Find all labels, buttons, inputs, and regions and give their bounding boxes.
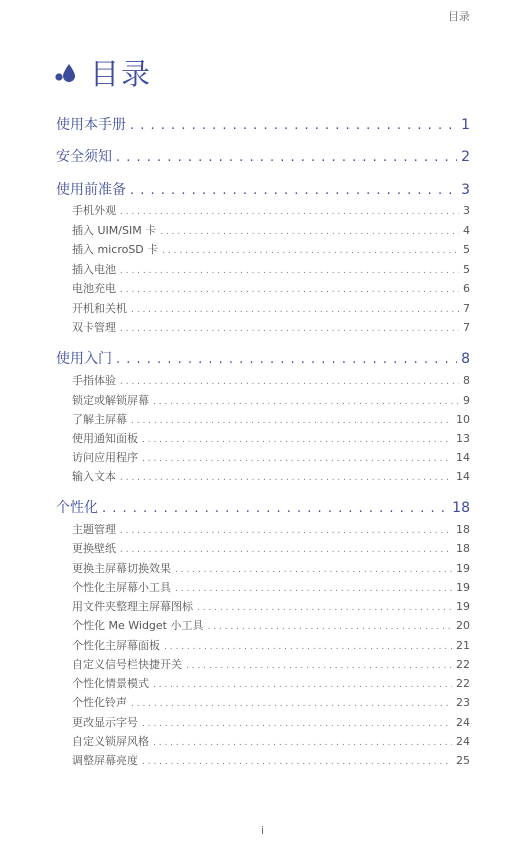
toc-page: 2 — [461, 149, 470, 165]
toc-page: 5 — [463, 243, 470, 256]
toc-page: 7 — [463, 302, 470, 315]
toc-section[interactable] — [72, 579, 470, 595]
toc-page: 19 — [456, 600, 470, 613]
dot-leader — [207, 622, 452, 632]
toc-page: 18 — [456, 523, 470, 536]
toc-label: 手机外观 — [72, 204, 116, 217]
dot-leader — [120, 545, 452, 555]
toc-page: 8 — [463, 374, 470, 387]
toc-label: 使用前准备 — [56, 182, 126, 198]
toc-label: 开机和关机 — [72, 302, 127, 315]
dot-leader — [120, 377, 459, 387]
toc-section[interactable] — [72, 430, 470, 446]
toc-label: 主题管理 — [72, 523, 116, 536]
toc-chapter[interactable] — [56, 348, 470, 368]
dot-leader — [160, 227, 459, 237]
toc-page: 1 — [461, 117, 470, 133]
toc-section[interactable] — [72, 617, 470, 633]
toc-section[interactable] — [72, 261, 470, 277]
toc-chapter[interactable] — [56, 114, 470, 134]
toc-section[interactable] — [72, 319, 470, 335]
toc-section[interactable] — [72, 560, 470, 576]
toc-page: 24 — [456, 735, 470, 748]
toc-section[interactable] — [72, 372, 470, 388]
toc-label: 输入文本 — [72, 470, 116, 483]
toc-section[interactable] — [72, 521, 470, 537]
dot-leader — [120, 285, 459, 295]
toc-section[interactable] — [72, 449, 470, 465]
toc-label: 电池充电 — [72, 282, 116, 295]
running-header: 目录 — [448, 10, 470, 23]
toc-section[interactable] — [72, 202, 470, 218]
toc-label: 自定义信号栏快捷开关 — [72, 658, 182, 671]
toc-label: 双卡管理 — [72, 321, 116, 334]
toc-chapter[interactable] — [56, 179, 470, 199]
toc-page: 9 — [463, 394, 470, 407]
toc-label: 插入 UIM/SIM 卡 — [72, 224, 157, 237]
toc-label: 更改显示字号 — [72, 716, 138, 729]
toc-label: 个性化 — [56, 500, 98, 516]
dot-leader — [120, 473, 452, 483]
dot-leader — [153, 680, 452, 690]
dot-leader — [116, 150, 457, 165]
toc-page: 22 — [456, 677, 470, 690]
dot-leader — [131, 305, 459, 315]
toc-label: 自定义锁屏风格 — [72, 735, 149, 748]
dot-leader — [120, 324, 459, 334]
toc-label: 用文件夹整理主屏幕图标 — [72, 600, 193, 613]
toc-page: 13 — [456, 432, 470, 445]
toc-page: 6 — [463, 282, 470, 295]
dot-leader — [175, 565, 452, 575]
toc-page: 18 — [456, 542, 470, 555]
toc-section[interactable] — [72, 222, 470, 238]
dot-leader — [102, 501, 448, 516]
toc-section[interactable] — [72, 752, 470, 768]
toc-section[interactable] — [72, 694, 470, 710]
toc-page: 20 — [456, 619, 470, 632]
toc-label: 使用入门 — [56, 351, 112, 367]
toc-page: 23 — [456, 696, 470, 709]
dot-leader — [175, 584, 452, 594]
toc-section[interactable] — [72, 411, 470, 427]
water-drops-icon — [54, 62, 76, 84]
dot-leader — [142, 435, 452, 445]
toc-section[interactable] — [72, 656, 470, 672]
toc-page: 5 — [463, 263, 470, 276]
toc-page: 25 — [456, 754, 470, 767]
page-number: i — [260, 824, 265, 837]
toc-label: 个性化主屏幕面板 — [72, 639, 160, 652]
toc-label: 个性化情景模式 — [72, 677, 149, 690]
toc-page: 21 — [456, 639, 470, 652]
dot-leader — [162, 246, 459, 256]
dot-leader — [120, 207, 459, 217]
toc-label: 手指体验 — [72, 374, 116, 387]
toc-label: 访问应用程序 — [72, 451, 138, 464]
toc-page: 10 — [456, 413, 470, 426]
toc-section[interactable] — [72, 675, 470, 691]
toc-section[interactable] — [72, 241, 470, 257]
toc-section[interactable] — [72, 540, 470, 556]
toc-label: 更换壁纸 — [72, 542, 116, 555]
dot-leader — [164, 642, 452, 652]
toc-page: 19 — [456, 562, 470, 575]
toc-page: 3 — [463, 204, 470, 217]
toc-label: 更换主屏幕切换效果 — [72, 562, 171, 575]
toc-page: 14 — [456, 451, 470, 464]
dot-leader — [153, 397, 459, 407]
toc-chapter[interactable] — [56, 497, 470, 517]
toc-label: 锁定或解锁屏幕 — [72, 394, 149, 407]
toc-chapter[interactable] — [56, 146, 470, 166]
toc-label: 调整屏幕亮度 — [72, 754, 138, 767]
dot-leader — [186, 661, 452, 671]
dot-leader — [130, 183, 457, 198]
toc-label: 使用本手册 — [56, 117, 126, 133]
page-title: 目录 — [90, 57, 153, 91]
toc-label: 使用通知面板 — [72, 432, 138, 445]
dot-leader — [142, 757, 452, 767]
toc-page: 4 — [463, 224, 470, 237]
dot-leader — [120, 526, 452, 536]
dot-leader — [116, 352, 457, 367]
toc-page: 22 — [456, 658, 470, 671]
dot-leader — [120, 266, 459, 276]
toc-section[interactable] — [72, 468, 470, 484]
dot-leader — [131, 416, 452, 426]
toc-section[interactable] — [72, 280, 470, 296]
toc-section[interactable] — [72, 714, 470, 730]
toc-page: 14 — [456, 470, 470, 483]
dot-leader — [153, 738, 452, 748]
dot-leader — [131, 699, 452, 709]
toc-section[interactable] — [72, 637, 470, 653]
dot-leader — [197, 603, 452, 613]
toc-page: 7 — [463, 321, 470, 334]
toc-label: 个性化铃声 — [72, 696, 127, 709]
toc-label: 个性化主屏幕小工具 — [72, 581, 171, 594]
toc-label: 了解主屏幕 — [72, 413, 127, 426]
toc-page: 8 — [461, 351, 470, 367]
toc-section[interactable] — [72, 300, 470, 316]
title-row — [54, 52, 152, 93]
dot-leader — [130, 118, 457, 133]
toc-section[interactable] — [72, 392, 470, 408]
toc-section[interactable] — [72, 598, 470, 614]
toc-page: 24 — [456, 716, 470, 729]
dot-leader — [142, 719, 452, 729]
toc-label: 插入电池 — [72, 263, 116, 276]
toc-page: 18 — [452, 500, 470, 516]
toc-label: 安全须知 — [56, 149, 112, 165]
toc-section[interactable] — [72, 733, 470, 749]
toc-page: 3 — [461, 182, 470, 198]
dot-leader — [142, 454, 452, 464]
toc-label: 插入 microSD 卡 — [72, 243, 159, 256]
toc-label: 个性化 Me Widget 小工具 — [72, 619, 204, 632]
toc-page: 19 — [456, 581, 470, 594]
